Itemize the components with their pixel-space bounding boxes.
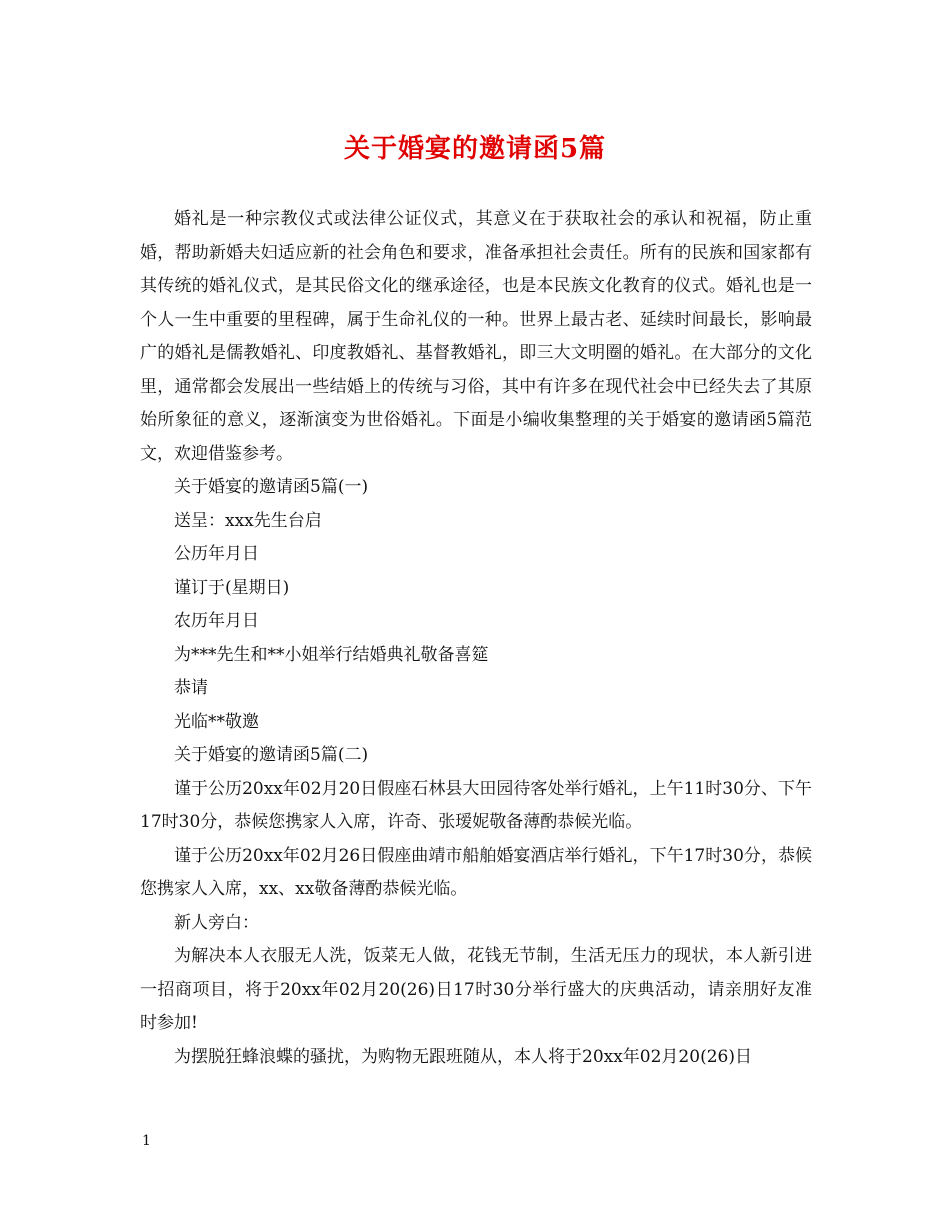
body-paragraph: 送呈：xxx先生台启 (174, 510, 322, 531)
body-paragraph: 公历年月日 (174, 544, 259, 564)
section-heading: 关于婚宴的邀请函5篇(一) (174, 477, 369, 497)
document-body (140, 203, 812, 1074)
body-paragraph: 为解决本人衣服无人洗，饭菜无人做，花钱无节制，生活无压力的现状，本人新引进一招商项目，将于20xx年02月20(26)日17时30分举行盛大的庆典活动，请亲朋好友准时参加! (140, 946, 812, 1033)
body-paragraph: 谨订于(星期日) (174, 577, 290, 598)
body-paragraph: 为***先生和**小姐举行结婚典礼敬备喜筵 (174, 644, 489, 665)
body-paragraph: 农历年月日 (174, 611, 259, 631)
document-title: 关于婚宴的邀请函5篇 (343, 134, 607, 164)
body-paragraph: 新人旁白： (174, 912, 259, 933)
page-number: 1 (142, 1133, 151, 1149)
body-paragraph: 恭请 (174, 678, 208, 698)
section-heading: 关于婚宴的邀请函5篇(二) (174, 745, 369, 765)
body-paragraph: 婚礼是一种宗教仪式或法律公证仪式，其意义在于获取社会的承认和祝福，防止重婚，帮助新婚夫妇适应新的社会角色和要求，准备承担社会责任。所有的民族和国家都有其传统的婚礼仪式，是其民俗文化的继承途径，也是本民族文化教育的仪式。婚礼也是一个人一生中重要的里程碑，属于生命礼仪的一种。世界上最古老、延续时间最长，影响最广的婚礼是儒教婚礼、印度教婚礼、基督教婚礼，即三大文明圈的婚礼。在大部分的文化里，通常都会发展出一些结婚上的传统与习俗，其中有许多在现代社会中已经失去了其原始所象征的意义，逐渐演变为世俗婚礼。下面是小编收集整理的关于婚宴的邀请函5篇范文，欢迎借鉴参考。 (140, 209, 812, 464)
body-paragraph: 为摆脱狂蜂浪蝶的骚扰，为购物无跟班随从，本人将于20xx年02月20(26)日 (174, 1046, 752, 1067)
body-paragraph: 光临**敬邀 (174, 711, 259, 732)
body-paragraph: 谨于公历20xx年02月26日假座曲靖市船舶婚宴酒店举行婚礼，下午17时30分，恭候您携家人入席，xx、xx敬备薄酌恭候光临。 (140, 845, 812, 899)
body-paragraph: 谨于公历20xx年02月20日假座石林县大田园待客处举行婚礼，上午11时30分、下午17时30分，恭候您携家人入席，许奇、张瑷妮敬备薄酌恭候光临。 (140, 778, 812, 832)
